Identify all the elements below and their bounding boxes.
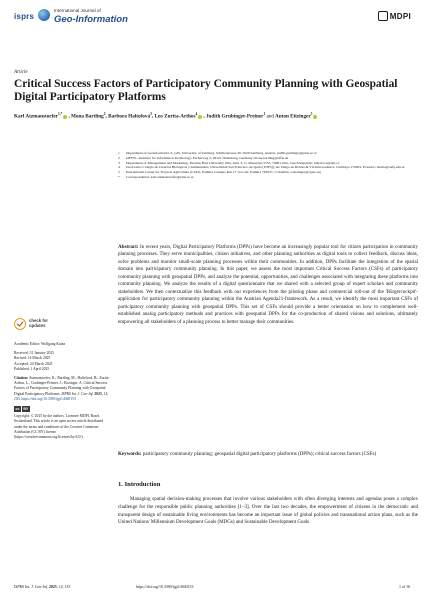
cc-by-license-badge[interactable] — [14, 406, 30, 412]
orcid-icon[interactable] — [313, 115, 317, 119]
keywords-text: participatory community planning; geospatial digital participatory platforms (DPPs); critical success factors (CSFs) — [142, 451, 377, 457]
mdpi-icon — [378, 11, 388, 21]
copyright-notice: Copyright: © 2025 by the authors. Licensee MDPI, Basel, Switzerland. This article is an open access article distributed under the terms and conditions of the Creative Commons Attribution (CC BY) license (https://creativecommons.org/licenses/by/4.0/). — [14, 414, 104, 440]
abstract-text: In recent years, Digital Participatory Platforms (DPPs) have become an increasingly popular tool for citizen participation in community planning processes. They serve municipalities, citizen initiatives, and other planning authorities as digital tools to collect feedback, discuss ideas, solve problems and monitor small-scale planning processes within their communities. In addition, DPPs facilitate the integration of the spatial domain into participatory community planning. In this paper, we assess the most important Critical Success Factors (CSFs) of participatory community planning with geospatial DPPs, and analyze the potential, opportunities, and challenges associated with integrating these platforms into community planning. We analyze the results of a digital questionnaire that we shared with a selected group of expert scholars and community stakeholders. We then contextualize this feedback with our experiences from the piloting phase and commercial roll-out of the 'Bürgercockpit'-application for participatory community planning within the Austrian Agenda21-framework. As a result, we identify the most important CSFs of participatory community planning with geospatial DPPs. This set of CSFs should provide a better orientation on how to complement well-established analog participatory methods and practices with geospatial DPPs for the co-production of shared visions and solutions, ultimately empowering all stakeholders of a planning process to better manage their communities. — [118, 244, 419, 325]
affiliation-text: Department of Geoinformatics Z_GIS, University of Salzburg, Schillerstrasse 30, 5020 Salzburg, Austria; judith.grubinger@plus.ac.at — [126, 151, 317, 155]
footer-doi-link[interactable]: https://doi.org/10.3390/ijgi14040153 — [136, 585, 194, 589]
accepted-date: Accepted: 24 March 2025 — [14, 361, 53, 366]
author-name[interactable]: Karl Atzmanstorfer — [14, 113, 58, 120]
keywords — [118, 451, 418, 458]
citation-doi-link[interactable]: https://doi.org/10.3390/ijgi14040153 — [21, 396, 76, 401]
abstract — [118, 244, 418, 326]
citation: Citation: Atzmanstorfer, K.; Bartling, M.; Haltofová, B.; Zurita-Arthos, L.; Grubinger-Preiner, J.; Eitzinger, A. Critical Success Factors of Participatory Community Planning with Geospatial Digital Participatory Platforms. ISPRS Int. J. Geo-Inf. 2025, 14, 153. https://doi.org/10.3390/ijgi14040153 — [14, 376, 110, 401]
introduction-text: Managing spatial decision-making processes that involve various stakeholders with often diverging interests and agendas poses a complex challenge for the responsible public planning authorities [1–3]. Over the last two decades, the empowerment of citizens in the democratic and transparent design of sustainable living environments has become an important issue of global policies and transnational action plans, such as the United Nations' Millennium Development Goals (MDGs) and Sustainable Development Goals — [118, 496, 418, 526]
author-name[interactable]: Anton Eitzinger — [275, 113, 311, 120]
orcid-icon[interactable] — [63, 115, 67, 119]
check-updates-icon — [14, 318, 26, 330]
section-heading: 1. Introduction — [118, 481, 161, 488]
author-name[interactable]: Judith Grubinger-Preiner — [205, 113, 264, 120]
affiliation-number: 5 — [118, 170, 120, 175]
orcid-icon[interactable] — [198, 115, 202, 119]
affiliation-number: * — [118, 174, 120, 179]
keywords-label: Keywords: — [118, 451, 142, 457]
author-name[interactable]: Mona Bartling — [71, 113, 104, 120]
author-list: Karl Atzmanstorfer$^{1,*}$ , Mona Bartling$^2$, Barbora Haltofová$^3$, Leo Zurita-Arthos$^4$ , Judith Grubinger-Preiner$^1$ and Anton Eitzinger$^5$ — [14, 110, 414, 122]
check-for-updates-button[interactable] — [14, 318, 64, 336]
affiliation-text: GeoCentro Colegio de Ciencias Biológicas y Ambientales, Universidad San Francisco de Quito (USFQ), Av. Diego de Robles & Vía Interoceánica, Cumbayá 170901, Ecuador; lzurita@usfq.edu.ec — [126, 165, 406, 170]
article-info-sidebar — [14, 342, 110, 440]
affiliation-number: 4 — [118, 165, 120, 170]
page-number: 1 of 16 — [398, 585, 410, 589]
published-date: Published: 1 April 2025 — [14, 366, 50, 371]
globe-icon — [38, 9, 50, 21]
affiliation-text: Correspondence: karl.atzmanstorfer@plus.ac.at — [126, 174, 194, 179]
affiliation-item — [118, 175, 418, 180]
authors-conjunction: and — [266, 113, 275, 120]
check-updates-line2: updates — [29, 323, 46, 328]
academic-editor: Academic Editor: Wolfgang Kainz — [14, 342, 66, 346]
author-name[interactable]: Leo Zurita-Arthos — [154, 113, 196, 120]
citation-journal: ISPRS Int. J. Geo-Inf. — [61, 391, 94, 396]
affiliation-text: OFFIS—Institute for Information Technology, Escherweg 2, 26121 Oldenburg, Germany; mona.bartling@offis.de — [126, 155, 289, 160]
affiliations — [118, 151, 418, 180]
citation-year: 2025 — [94, 391, 102, 396]
journal-name: Geo-Information — [54, 14, 128, 25]
affiliation-text: International Center for Tropical Agriculture (CIAT), Palmira Campus Km 17 vía Cali, Palmira 763537, Colombia; a.eitzinger@cgiar.org — [126, 170, 321, 175]
citation-label: Citation: — [14, 376, 29, 381]
affiliation-text: Department of Management and Marketing, Thomas Bata University Zlín, nám. T. G. Masaryka 5555, 76001 Zlín, Czech Republic; haltofova@utb.cz — [126, 160, 340, 165]
abstract-label: Abstract: — [118, 244, 139, 250]
author-affiliation-marker: 1,* — [57, 112, 63, 116]
cc-icon: cc — [15, 406, 20, 411]
by-icon: BY — [23, 406, 29, 411]
introduction-paragraph — [118, 496, 418, 527]
footer-year: 2025 — [48, 585, 57, 589]
author-name[interactable]: Barbora Haltofová — [108, 113, 151, 120]
author-affiliation-marker: 3 — [150, 112, 152, 116]
publisher-name: MDPI — [389, 11, 411, 21]
author-affiliation-marker: 4 — [195, 112, 198, 116]
author-affiliation-marker: 5 — [310, 112, 313, 116]
article-type: Article — [14, 70, 28, 75]
mdpi-logo[interactable] — [378, 10, 411, 22]
revised-date: Revised: 14 March 2025 — [14, 356, 51, 361]
paper-title: Critical Success Factors of Participatory Community Planning with Geospatial Digital Participatory Platforms — [14, 78, 398, 103]
check-updates-line1: check for — [29, 318, 49, 323]
journal-prefix: International Journal of — [54, 8, 101, 13]
affiliation-number: 3 — [118, 160, 120, 165]
footer-citation: ISPRS Int. J. Geo-Inf. 2025, 14, 153 — [14, 585, 71, 589]
isprs-wordmark: isprs — [14, 12, 35, 21]
journal-logo[interactable] — [14, 7, 154, 29]
citation-text: Atzmanstorfer, K.; Bartling, M.; Haltofová, B.; Zurita-Arthos, L.; Grubinger-Preiner, J.; Eitzinger, A. Critical Success Factors of Participatory Community Planning with Geospatial Digital Participatory Platforms. — [14, 376, 110, 396]
citation-volume: 14, 153. — [14, 391, 109, 401]
author-affiliation-marker: 1 — [263, 112, 266, 116]
affiliation-number: 1 — [118, 151, 120, 155]
footer-journal: ISPRS Int. J. Geo-Inf. — [14, 585, 48, 589]
received-date: Received: 31 January 2025 — [14, 351, 55, 356]
affiliation-number: 2 — [118, 155, 120, 160]
author-affiliation-marker: 2 — [103, 112, 106, 116]
footer-volume: 14, 153 — [58, 585, 71, 589]
